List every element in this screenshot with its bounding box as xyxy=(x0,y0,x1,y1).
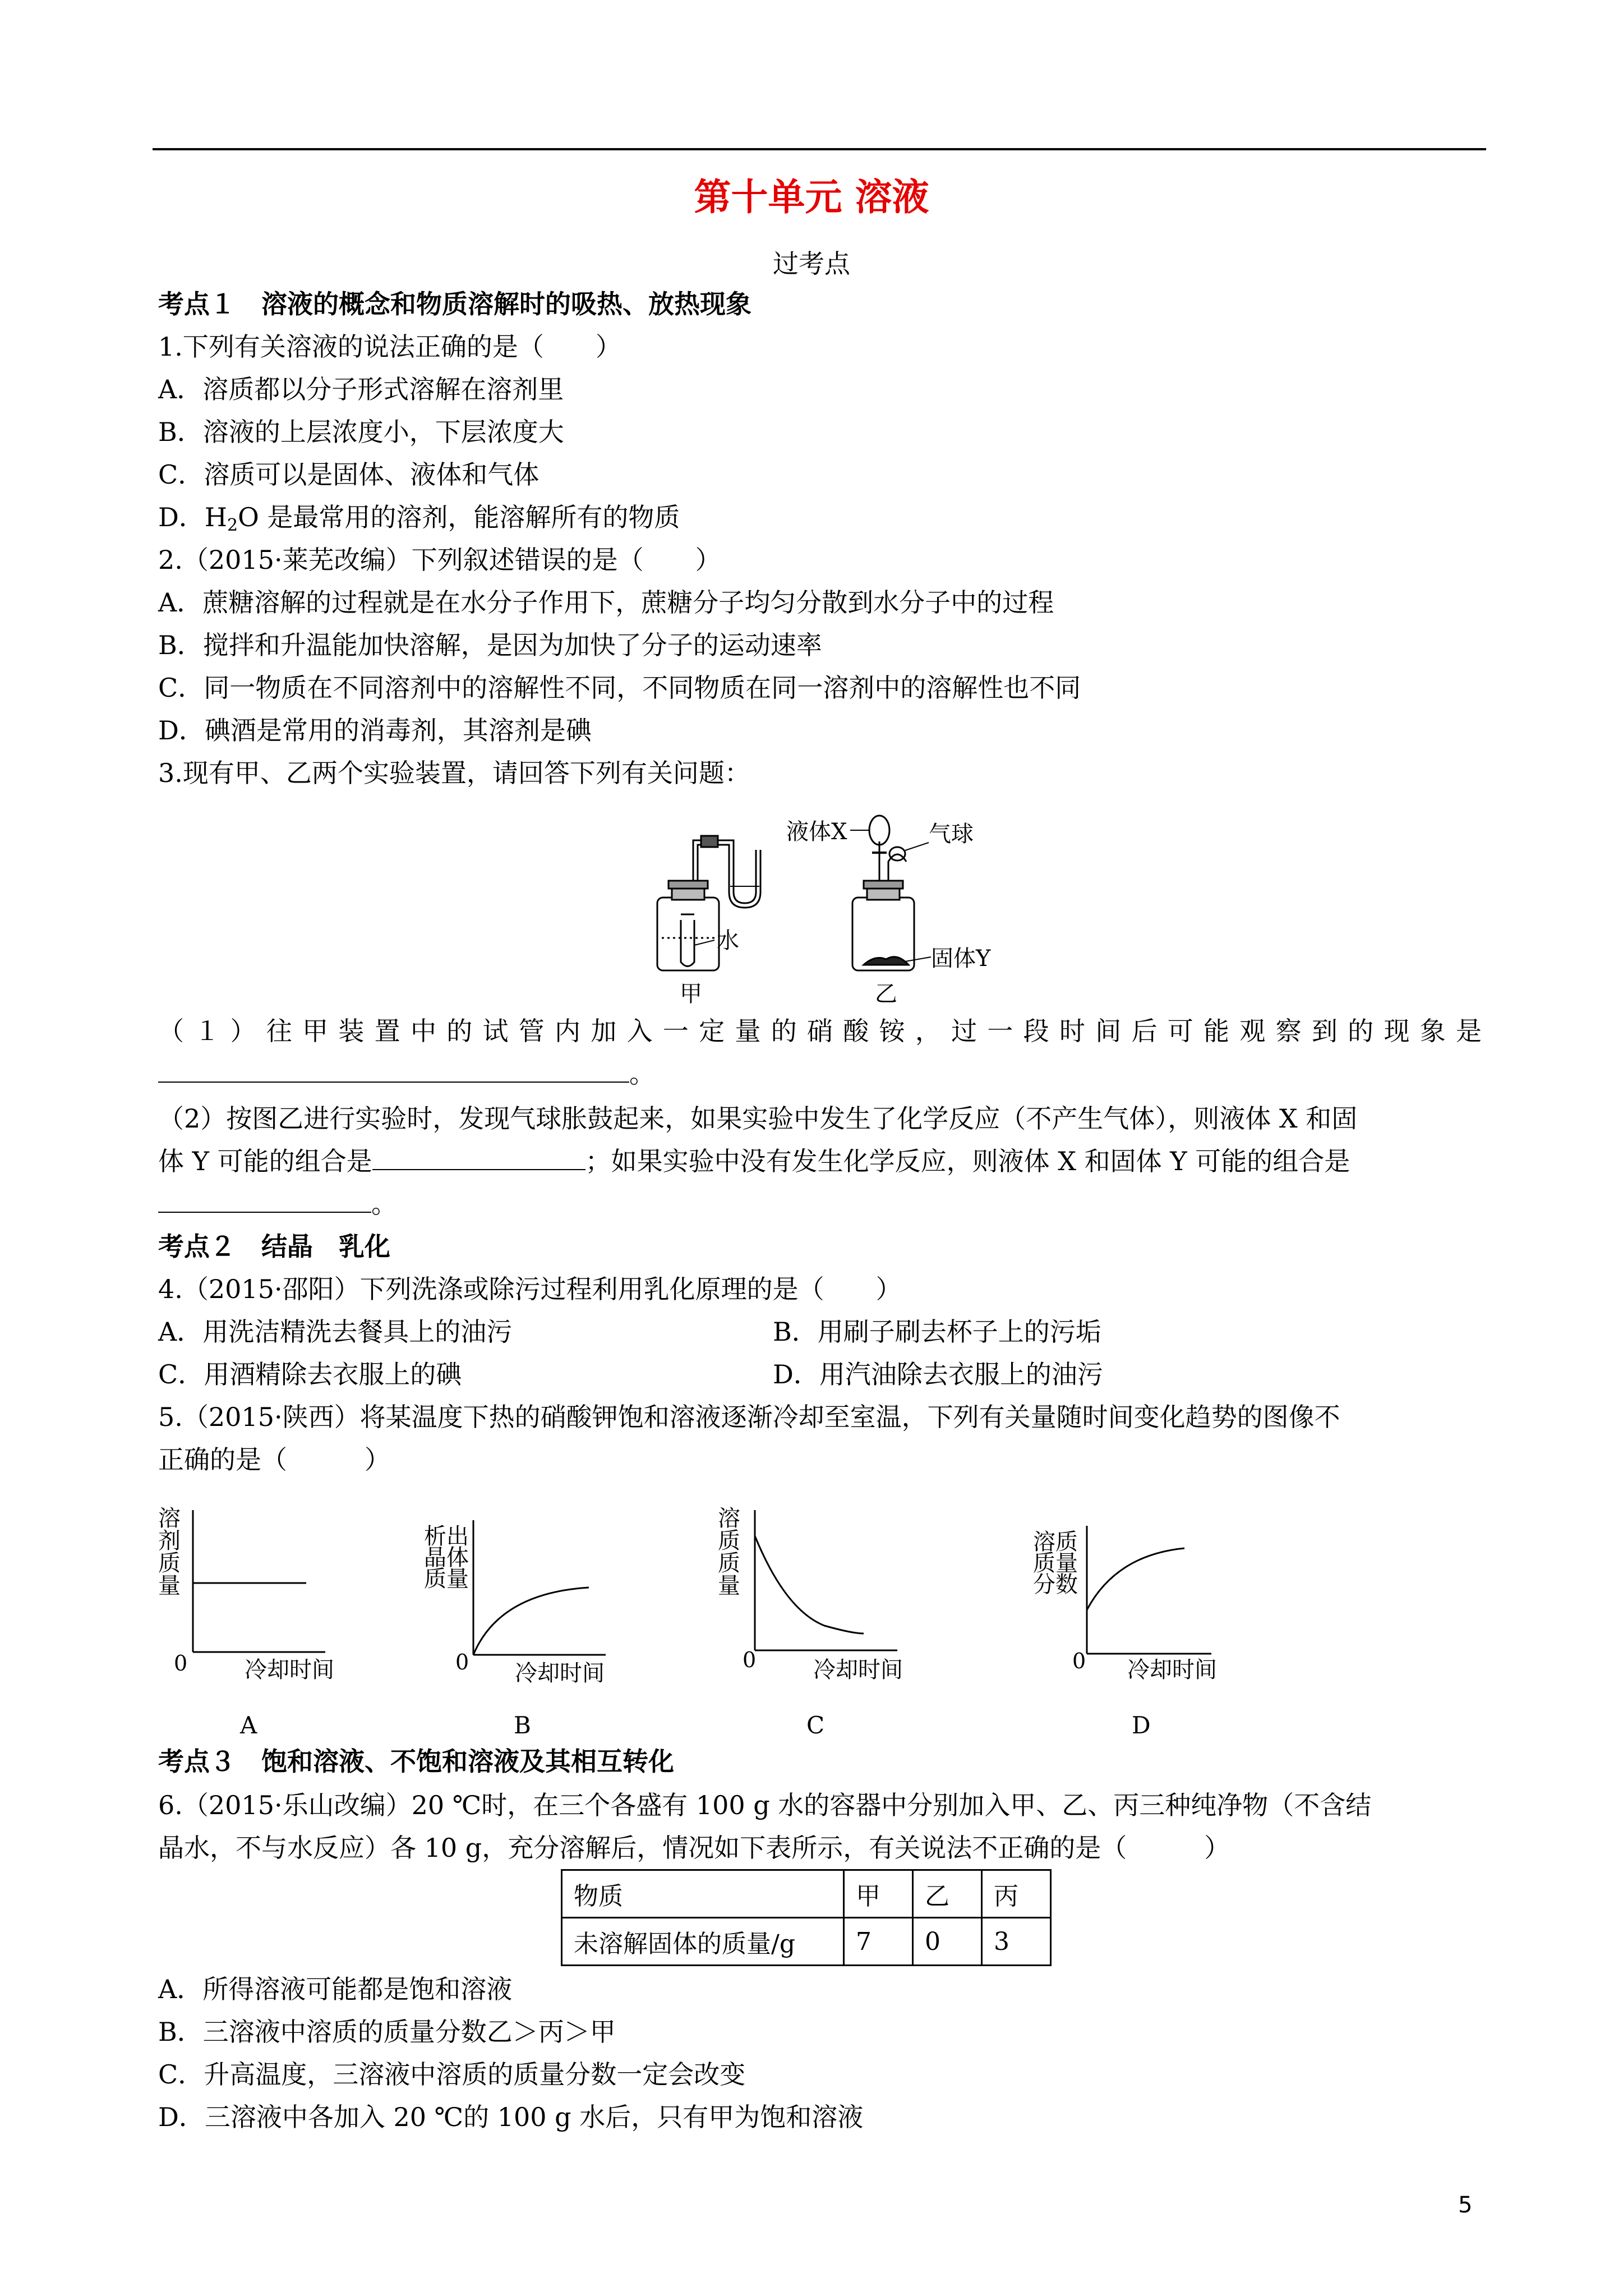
q3-answer-blank-1[interactable] xyxy=(158,1059,629,1083)
table-cell: 3 xyxy=(982,1918,1051,1966)
graph-c-xlabel: 冷却时间 xyxy=(813,1657,903,1683)
graph-a-ylabel-2: 剂 xyxy=(158,1528,181,1554)
graph-b-xlabel: 冷却时间 xyxy=(515,1660,605,1686)
q4-option-b: B．用刷子刷去杯子上的污垢 xyxy=(773,1317,1101,1347)
graph-a-xlabel: 冷却时间 xyxy=(245,1657,334,1683)
q3-part1: （１）往甲装置中的试管内加入一定量的硝酸铵，过一段时间后可能观察到的现象是 xyxy=(158,1016,1482,1046)
table-cell: 7 xyxy=(844,1918,913,1966)
q6-option-a: A．所得溶液可能都是饱和溶液 xyxy=(158,1974,513,2004)
graph-b-origin: 0 xyxy=(455,1650,469,1674)
table-header-cell: 丙 xyxy=(982,1870,1051,1918)
q6-option-d: D．三溶液中各加入 20 ℃的 100 g 水后，只有甲为饱和溶液 xyxy=(158,2102,864,2132)
page-number: 5 xyxy=(1458,2192,1473,2218)
q4-option-c: C．用酒精除去衣服上的碘 xyxy=(158,1359,462,1389)
q3-part1-blank-line: 。 xyxy=(158,1057,655,1091)
q3-answer-blank-2[interactable] xyxy=(372,1147,585,1170)
graph-c-letter: C xyxy=(806,1711,825,1739)
graph-a-ylabel-1: 溶 xyxy=(158,1506,181,1531)
table-cell: 未溶解固体的质量/g xyxy=(562,1918,844,1966)
q1-option-d: D．$H_2O$ 是最常用的溶剂，能溶解所有的物质 xyxy=(158,502,680,535)
fig-label-liquid-x: 液体X xyxy=(786,819,847,845)
q1-option-c: C．溶质可以是固体、液体和气体 xyxy=(158,459,540,490)
graph-c-ylabel-2: 质 xyxy=(718,1528,740,1554)
q2-stem: 2.（2015·莱芜改编）下列叙述错误的是（ ） xyxy=(158,545,721,575)
q3-answer-blank-3[interactable] xyxy=(158,1189,371,1213)
fig-label-solid-y: 固体Y xyxy=(931,946,991,972)
q4-option-a: A．用洗洁精洗去餐具上的油污 xyxy=(158,1317,513,1347)
fig-label-jia: 甲 xyxy=(680,981,702,1007)
graph-d-letter: D xyxy=(1132,1711,1151,1739)
page-subtitle: 过考点 xyxy=(773,249,850,279)
graph-b-letter: B xyxy=(514,1711,531,1739)
graph-d-ylabel-3: 分数 xyxy=(1033,1572,1078,1598)
q5-stem-line1: 5.（2015·陕西）将某温度下热的硝酸钾饱和溶液逐渐冷却至室温，下列有关量随时间变化趋势的图像不 xyxy=(158,1402,1340,1432)
graph-a-letter: A xyxy=(240,1711,257,1739)
q5-graph-b xyxy=(421,1503,656,1739)
q4-stem: 4.（2015·邵阳）下列洗涤或除污过程利用乳化原理的是（ ） xyxy=(158,1274,902,1304)
graph-b-curve xyxy=(473,1588,589,1655)
graph-c-origin: 0 xyxy=(743,1648,757,1672)
q5-graph-c xyxy=(712,1503,948,1739)
fig-label-water: 水 xyxy=(717,928,739,954)
q2-option-d: D．碘酒是常用的消毒剂，其溶剂是碘 xyxy=(158,715,592,746)
fig-label-balloon: 气球 xyxy=(929,821,974,847)
graph-d-ylabel-1: 溶质 xyxy=(1033,1529,1078,1555)
q6-stem-line1: 6.（2015·乐山改编）20 ℃时，在三个各盛有 100 g 水的容器中分别加入甲、乙、丙三种纯净物（不含结 xyxy=(158,1790,1372,1820)
table-cell: 0 xyxy=(913,1918,982,1966)
q2-option-c: C．同一物质在不同溶剂中的溶解性不同，不同物质在同一溶剂中的溶解性也不同 xyxy=(158,673,1081,703)
section-heading-1: 考点１ 溶液的概念和物质溶解时的吸热、放热现象 xyxy=(158,289,751,319)
graph-c-curve xyxy=(755,1536,864,1634)
table-header-cell: 甲 xyxy=(844,1870,913,1918)
graph-a-origin: 0 xyxy=(174,1651,188,1676)
table-header-cell: 乙 xyxy=(913,1870,982,1918)
q5-stem-line2: 正确的是（ ） xyxy=(158,1444,390,1475)
graph-d-xlabel: 冷却时间 xyxy=(1127,1657,1217,1683)
q1-option-a: A．溶质都以分子形式溶解在溶剂里 xyxy=(158,374,564,404)
table-header-cell: 物质 xyxy=(562,1870,844,1918)
section-heading-2: 考点２ 结晶 乳化 xyxy=(158,1231,390,1262)
q3-part2-line2: 体 Y 可能的组合是 ；如果实验中没有发生化学反应，则液体 X 和固体 Y 可能的组合是 xyxy=(158,1146,1350,1176)
fig-label-yi: 乙 xyxy=(875,981,897,1007)
graph-c-ylabel-1: 溶 xyxy=(718,1506,740,1531)
graph-d-curve xyxy=(1087,1548,1184,1610)
graph-b-ylabel-1: 析出 xyxy=(424,1524,469,1549)
q1-option-b: B．溶液的上层浓度小，下层浓度大 xyxy=(158,417,564,447)
q6-option-b: B．三溶液中溶质的质量分数乙＞丙＞甲 xyxy=(158,2017,616,2047)
q1-stem: 1.下列有关溶液的说法正确的是（ ） xyxy=(158,332,621,362)
header-rule xyxy=(153,148,1486,150)
q6-data-table xyxy=(561,1869,1052,1966)
q5-graph-a xyxy=(151,1503,387,1739)
graph-b-ylabel-3: 质量 xyxy=(424,1566,469,1592)
q2-option-a: A．蔗糖溶解的过程就是在水分子作用下，蔗糖分子均匀分散到水分子中的过程 xyxy=(158,587,1054,618)
page-title: 第十单元 溶液 xyxy=(694,176,929,219)
q6-option-c: C．升高温度，三溶液中溶质的质量分数一定会改变 xyxy=(158,2059,746,2090)
q4-option-d: D．用汽油除去衣服上的油污 xyxy=(773,1359,1103,1389)
q2-option-b: B．搅拌和升温能加快溶解，是因为加快了分子的运动速率 xyxy=(158,630,822,660)
q5-graph-d xyxy=(1026,1503,1262,1739)
graph-a-ylabel-3: 质 xyxy=(158,1550,181,1576)
q3-part2-line1: （2）按图乙进行实验时，发现气球胀鼓起来，如果实验中发生了化学反应（不产生气体），则液体 X 和固 xyxy=(158,1103,1358,1134)
q3-apparatus-figure xyxy=(639,808,1009,1015)
q3-part2-blank-line: 。 xyxy=(158,1187,397,1221)
apparatus-yi xyxy=(850,816,931,970)
q6-stem-line2: 晶水，不与水反应）各 10 g，充分溶解后，情况如下表所示，有关说法不正确的是（ ） xyxy=(158,1833,1230,1863)
apparatus-jia xyxy=(657,836,760,970)
section-heading-3: 考点３ 饱和溶液、不饱和溶液及其相互转化 xyxy=(158,1746,674,1777)
table-row xyxy=(562,1870,1051,1918)
graph-d-origin: 0 xyxy=(1072,1649,1086,1673)
graph-c-ylabel-4: 量 xyxy=(718,1573,740,1599)
graph-b-ylabel-2: 晶体 xyxy=(424,1545,469,1571)
graph-d-ylabel-2: 质量 xyxy=(1033,1550,1078,1576)
graph-a-ylabel-4: 量 xyxy=(158,1573,181,1599)
table-row xyxy=(562,1918,1051,1966)
graph-c-ylabel-3: 质 xyxy=(718,1550,740,1576)
q3-stem: 3.现有甲、乙两个实验装置，请回答下列有关问题： xyxy=(158,758,750,788)
